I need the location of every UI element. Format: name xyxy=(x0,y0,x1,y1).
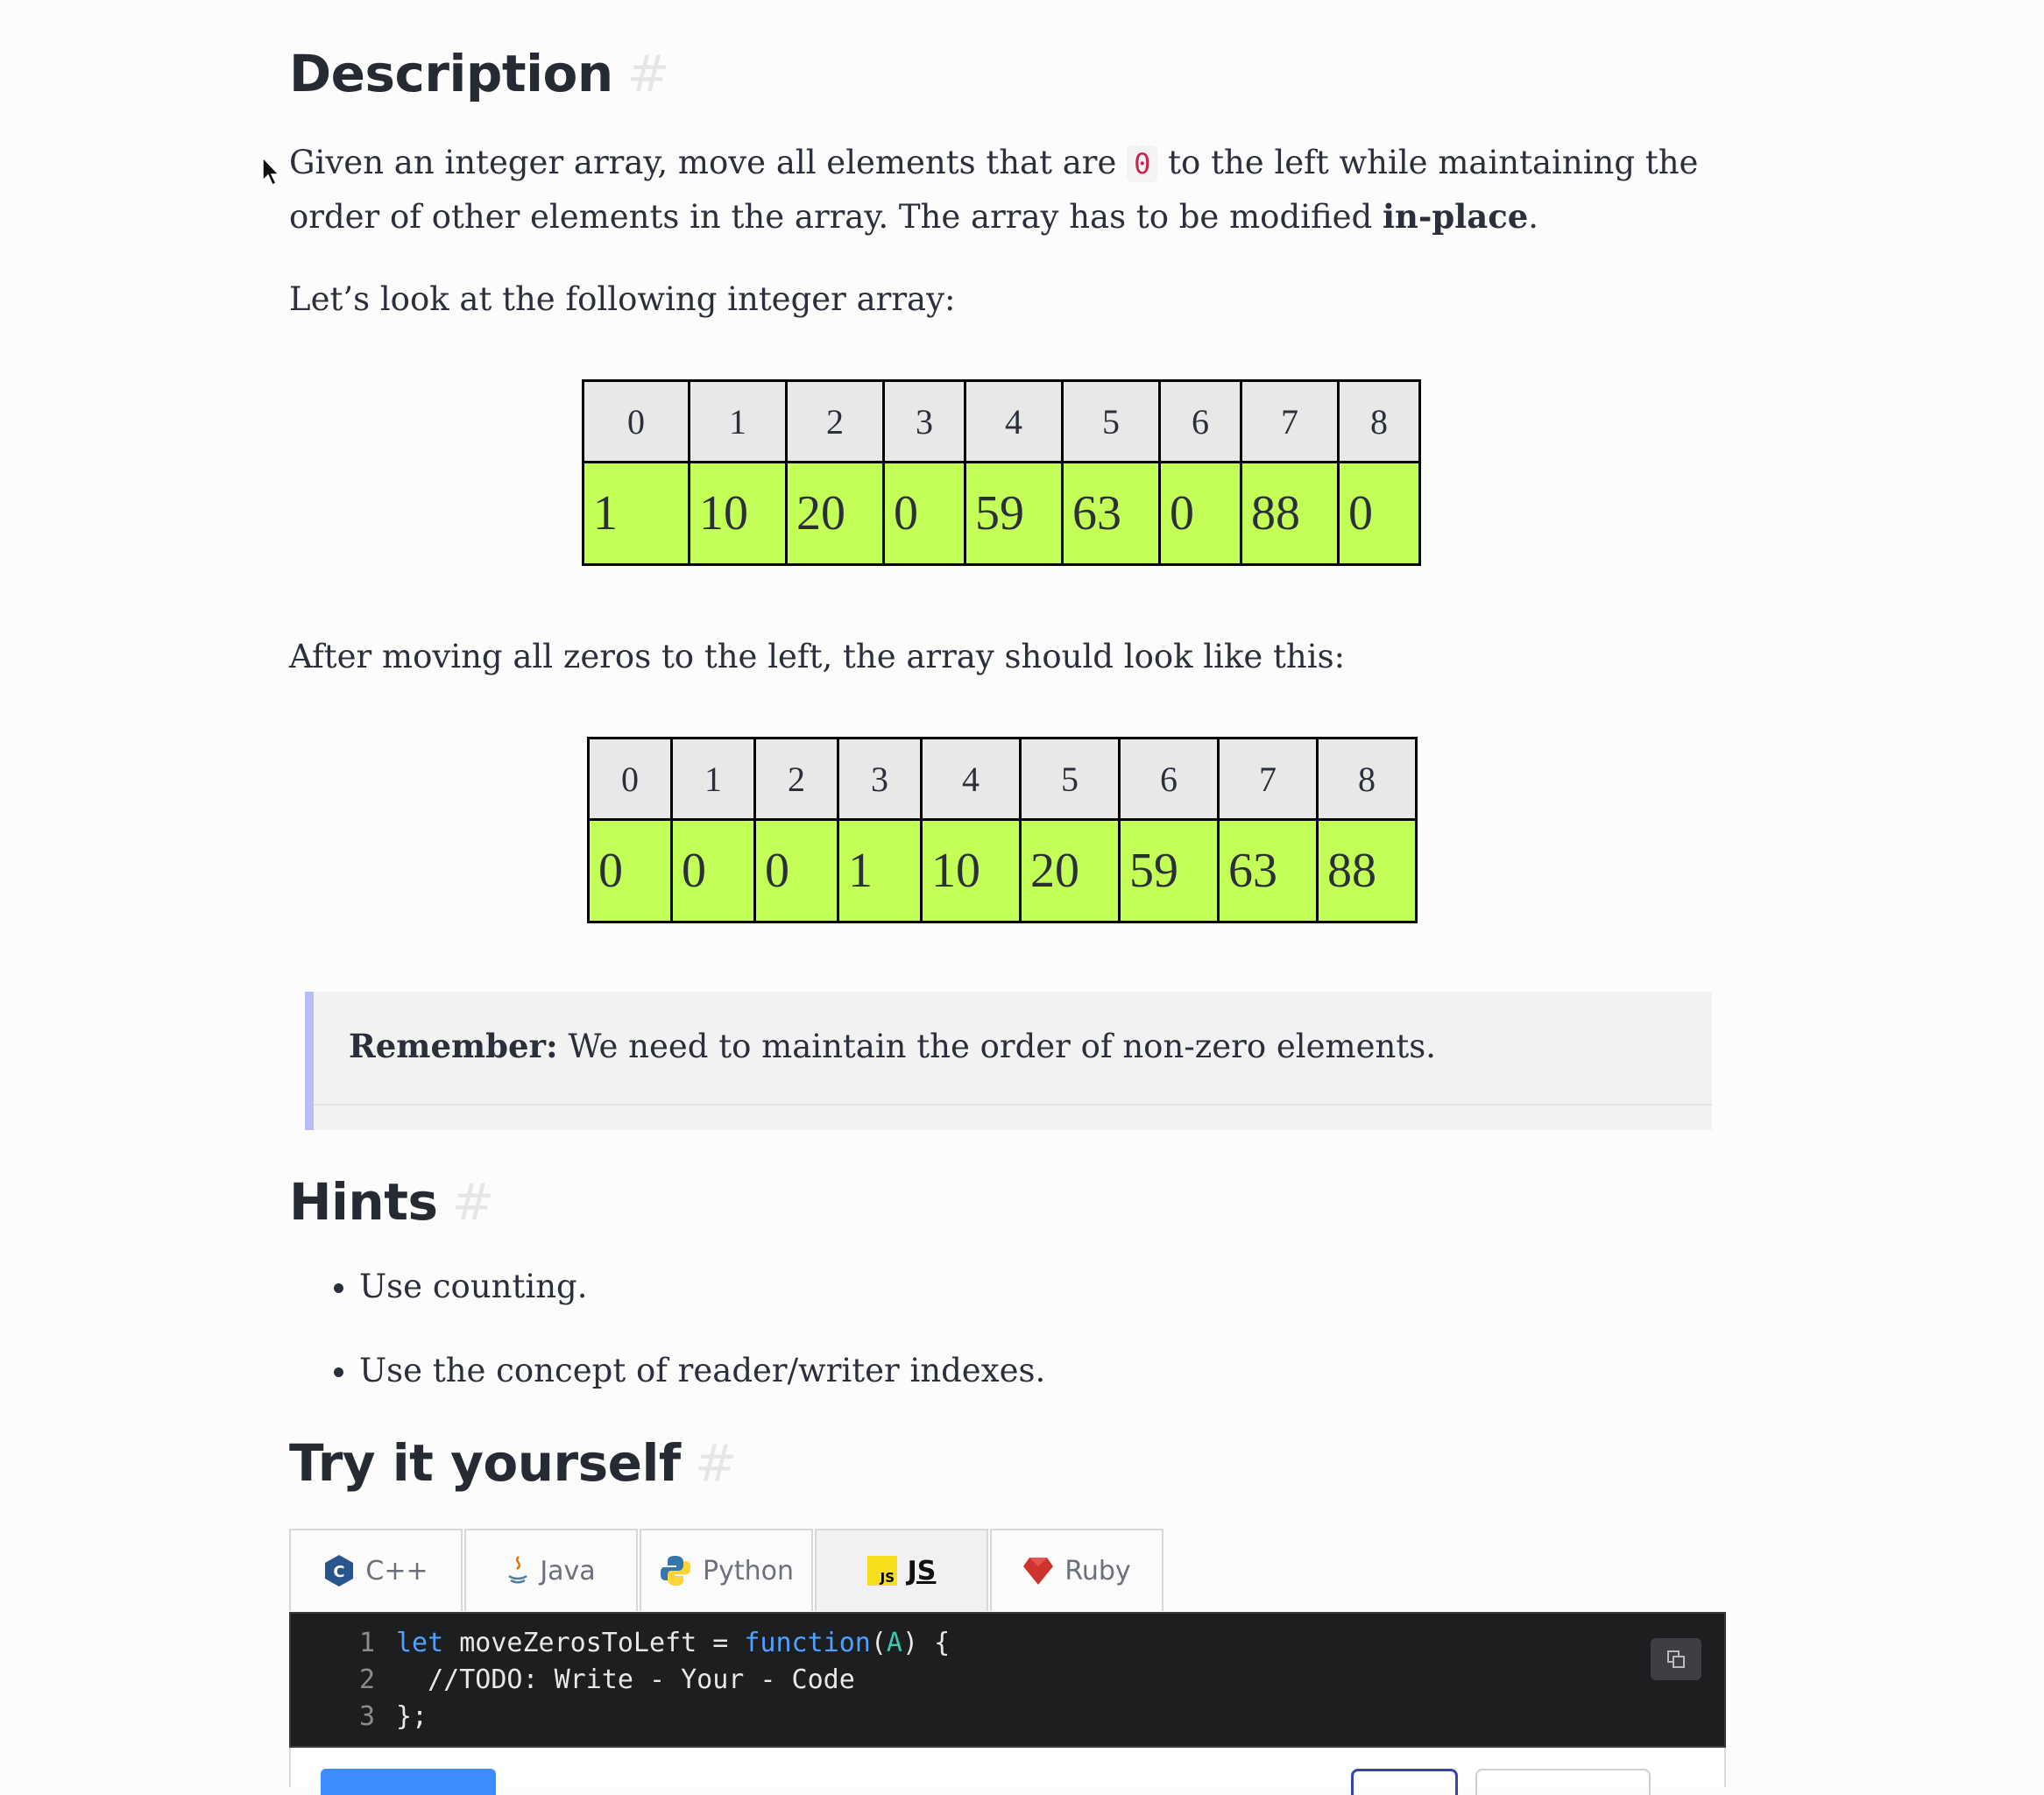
index-cell: 2 xyxy=(787,381,884,463)
inline-code-zero: 0 xyxy=(1127,145,1157,182)
index-cell: 5 xyxy=(1021,738,1120,820)
tertiary-button[interactable] xyxy=(1475,1769,1651,1795)
index-cell: 0 xyxy=(589,738,672,820)
index-cell: 8 xyxy=(1339,381,1420,463)
remember-callout xyxy=(305,992,1712,1130)
hints-list xyxy=(289,1261,1045,1430)
code-keyword: function xyxy=(744,1628,871,1658)
line-number: 1 xyxy=(358,1628,375,1658)
index-cell: 8 xyxy=(1318,738,1417,820)
copy-button[interactable] xyxy=(1651,1638,1701,1680)
language-tabs xyxy=(289,1529,1165,1611)
array-after-figure xyxy=(587,737,1418,923)
tab-js[interactable] xyxy=(815,1529,988,1611)
python-icon xyxy=(659,1554,692,1587)
list-item: • Use the concept of reader/writer indexes. xyxy=(359,1346,1045,1396)
value-cell: 0 xyxy=(755,820,838,922)
callout-bold: Remember: xyxy=(349,1027,558,1065)
editor-actions xyxy=(289,1748,1726,1787)
in-place-bold: in-place xyxy=(1383,197,1529,236)
svg-text:JS: JS xyxy=(880,1570,895,1586)
array-before-figure xyxy=(582,379,1421,566)
value-row xyxy=(589,820,1417,922)
value-cell: 63 xyxy=(1063,463,1160,565)
index-cell: 7 xyxy=(1241,381,1339,463)
java-icon xyxy=(506,1555,529,1587)
code-keyword: let xyxy=(396,1628,444,1658)
index-cell: 7 xyxy=(1219,738,1318,820)
value-cell: 59 xyxy=(1120,820,1219,922)
tab-cpp[interactable] xyxy=(289,1529,463,1611)
description-heading xyxy=(289,44,669,103)
tab-label: C++ xyxy=(365,1555,428,1587)
index-cell: 1 xyxy=(672,738,755,820)
code-param: A xyxy=(886,1628,902,1658)
code-line-1[interactable] xyxy=(396,1628,950,1658)
value-cell: 0 xyxy=(589,820,672,922)
secondary-button[interactable] xyxy=(1351,1769,1458,1795)
callout-text xyxy=(349,1027,1436,1065)
code-line-2[interactable]: //TODO: Write - Your - Code xyxy=(396,1664,855,1695)
desc-text-2: to the left while maintaining the order of other elements in the array. The array has to be modified xyxy=(289,144,1699,236)
hints-heading-text: Hints xyxy=(289,1172,438,1232)
description-heading-text: Description xyxy=(289,44,613,103)
tab-label: Java xyxy=(540,1555,596,1587)
tab-label: JS xyxy=(907,1555,937,1587)
tab-ruby[interactable] xyxy=(990,1529,1163,1611)
code-editor[interactable] xyxy=(289,1612,1726,1748)
tab-java[interactable] xyxy=(464,1529,638,1611)
index-row xyxy=(583,381,1420,463)
array-intro-text: Let’s look at the following integer array: xyxy=(289,280,956,318)
line-number: 2 xyxy=(358,1664,375,1695)
ruby-icon xyxy=(1022,1556,1054,1586)
desc-text-end: . xyxy=(1528,198,1539,236)
value-cell: 0 xyxy=(1339,463,1420,565)
value-cell: 20 xyxy=(1021,820,1120,922)
callout-body: We need to maintain the order of non-zero elements. xyxy=(557,1028,1436,1065)
description-paragraph xyxy=(289,137,1726,244)
value-cell: 0 xyxy=(1160,463,1241,565)
js-icon xyxy=(867,1556,897,1586)
index-cell: 6 xyxy=(1120,738,1219,820)
svg-text:C: C xyxy=(333,1563,345,1581)
desc-text-1: Given an integer array, move all elements that are xyxy=(289,144,1128,181)
index-cell: 4 xyxy=(922,738,1021,820)
code-text: moveZerosToLeft = xyxy=(443,1628,745,1658)
try-heading xyxy=(289,1433,737,1493)
index-cell: 5 xyxy=(1063,381,1160,463)
index-row xyxy=(589,738,1417,820)
value-cell: 63 xyxy=(1219,820,1318,922)
line-number: 3 xyxy=(358,1701,375,1732)
value-cell: 1 xyxy=(583,463,690,565)
list-item: • Use counting. xyxy=(359,1261,1045,1312)
tab-label: Python xyxy=(703,1555,794,1587)
value-cell: 0 xyxy=(884,463,965,565)
value-cell: 59 xyxy=(965,463,1063,565)
run-button[interactable] xyxy=(321,1769,496,1795)
copy-icon xyxy=(1666,1649,1687,1670)
value-cell: 10 xyxy=(690,463,787,565)
index-cell: 1 xyxy=(690,381,787,463)
tab-label: Ruby xyxy=(1064,1555,1131,1587)
callout-divider xyxy=(314,1104,1712,1106)
index-cell: 0 xyxy=(583,381,690,463)
index-cell: 2 xyxy=(755,738,838,820)
value-cell: 88 xyxy=(1318,820,1417,922)
tab-python[interactable] xyxy=(640,1529,813,1611)
cpp-icon xyxy=(323,1554,355,1587)
value-cell: 0 xyxy=(672,820,755,922)
value-cell: 10 xyxy=(922,820,1021,922)
index-cell: 3 xyxy=(838,738,922,820)
code-line-3[interactable]: }; xyxy=(396,1701,428,1732)
array-after-intro-text: After moving all zeros to the left, the array should look like this: xyxy=(289,638,1346,675)
index-cell: 6 xyxy=(1160,381,1241,463)
anchor-link[interactable]: # xyxy=(451,1172,494,1232)
value-row xyxy=(583,463,1420,565)
value-cell: 88 xyxy=(1241,463,1339,565)
hints-heading xyxy=(289,1172,494,1232)
value-cell: 20 xyxy=(787,463,884,565)
mouse-cursor-icon xyxy=(261,156,282,191)
code-text: ) { xyxy=(902,1628,951,1658)
value-cell: 1 xyxy=(838,820,922,922)
anchor-link[interactable]: # xyxy=(694,1433,737,1493)
try-heading-text: Try it yourself xyxy=(289,1433,681,1493)
index-cell: 4 xyxy=(965,381,1063,463)
code-text: ( xyxy=(870,1628,887,1658)
index-cell: 3 xyxy=(884,381,965,463)
anchor-link[interactable]: # xyxy=(626,44,669,103)
